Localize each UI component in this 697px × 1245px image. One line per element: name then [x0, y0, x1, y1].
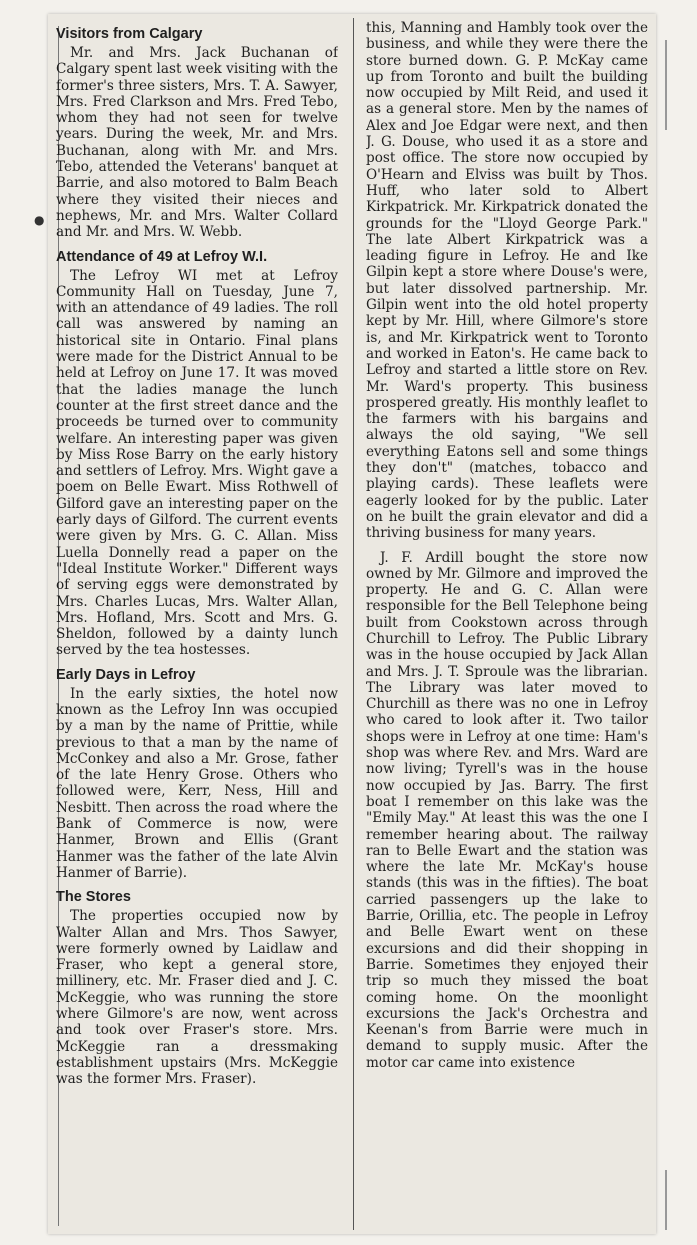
article-paragraph: this, Manning and Hambly took over the business, and while they were there the store burned down. G. P. McKay came up from Toronto and built the building now occupied by Milt Reid, and used it as a general store. Men by the names of Alex and Joe Edgar were next, and then J. G. Douse, who used it as a store and post office. The store now occupied by O'Hearn and Elviss was built by Thos. Huff, who later sold to Albert Kirkpatrick. Mr. Kirkpatrick donated the grounds for the "Lloyd George Park." The late Albert Kirkpatrick was a leading figure in Lefroy. He and Ike Gilpin kept a store where Douse's were, but later dissolved partnership. Mr. Gilpin went into the old hotel property kept by Mr. Hill, where Gilmore's store is, and Mr. Kirkpatrick went to Toronto and worked in Eaton's. He came back to Lefroy and started a little store on Rev. Mr. Ward's property. This business prospered greatly. His monthly leaflet to the farmers with his bargains and always the old saying, "We sell everything Eatons sell and some things they don't" (matches, tobacco and playing cards). These leaflets were eagerly looked for by the public. Later on he built the grain elevator and did a thriving business for many years. [366, 20, 648, 542]
column-divider [353, 18, 354, 1230]
left-column [56, 20, 338, 1228]
scan-edge-mark [665, 1170, 667, 1230]
article-heading: The Stores [56, 889, 131, 906]
newspaper-clipping [48, 14, 656, 1234]
article-heading: Visitors from Calgary [56, 26, 203, 42]
margin-dot-icon: ● [34, 213, 45, 227]
article-paragraph: In the early sixties, the hotel now known as the Lefroy Inn was occupied by a man by the name of Prittie, while previous to that a man by the name of McConkey and also a Mr. Grose, father of the late Henry Grose. Others who followed were, Kerr, Ness, Hill and Nesbitt. Then across the road where the Bank of Commerce is now, were Hanmer, Brown and Ellis (Grant Hanmer was the father of the late Alvin Hanmer of Barrie). [56, 685, 338, 881]
article-visitors-from-calgary [56, 26, 338, 241]
right-column [366, 20, 648, 1228]
article-heading: Attendance of 49 at Lefroy W.I. [56, 248, 268, 265]
article-the-stores [56, 889, 338, 1087]
article-paragraph: The Lefroy WI met at Lefroy Community Hall on Tuesday, June 7, with an attendance of 49 ladies. The roll call was answered by naming an historical site in Ontario. Final plans were made for the District Annual to be held at Lefroy on June 17. It was moved that the ladies manage the lunch counter at the first street dance and the proceeds be turned over to community welfare. An interesting paper was given by Miss Rose Barry on the early history and settlers of Lefroy. Mrs. Wight gave a poem on Belle Ewart. Miss Rothwell of Gilford gave an interesting paper on the early days of Gilford. The current events were given by Mrs. G. C. Allan. Miss Luella Donnelly read a paper on the "Ideal Institute Worker." Different ways of serving eggs were demonstrated by Mrs. Charles Lucas, Mrs. Walter Allan, Mrs. Hofland, Mrs. Scott and Mrs. G. Sheldon, followed by a dainty lunch served by the tea hostesses. [56, 267, 338, 659]
scan-edge-mark [665, 40, 667, 130]
article-attendance-lefroy-wi [56, 249, 338, 659]
article-early-days-in-lefroy [56, 667, 338, 882]
article-paragraph: The properties occupied now by Walter Allan and Mrs. Thos Sawyer, were formerly owned by Laidlaw and Fraser, who kept a general store, millinery, etc. Mr. Fraser died and J. C. McKeggie, who was running the store where Gilmore's are now, went across and took over Fraser's store. Mrs. McKeggie ran a dressmaking establishment upstairs (Mrs. McKeggie was the former Mrs. Fraser). [56, 908, 338, 1088]
article-heading: Early Days in Lefroy [56, 666, 196, 683]
article-the-stores-continued [366, 20, 648, 1071]
article-paragraph: Mr. and Mrs. Jack Buchanan of Calgary spent last week visiting with the former's three sisters, Mrs. T. A. Sawyer, Mrs. Fred Clarkson and Mrs. Fred Tebo, whom they had not seen for twelve years. During the week, Mr. and Mrs. Buchanan, along with Mr. and Mrs. Tebo, attended the Veterans' banquet at Barrie, and also motored to Balm Beach where they visited their nieces and nephews, Mr. and Mrs. Walter Collard and Mr. and Mrs. W. Webb. [56, 45, 338, 241]
article-paragraph: J. F. Ardill bought the store now owned by Mr. Gilmore and improved the property. He and G. C. Allan were responsible for the Bell Telephone being built from Cookstown across through Churchill to Lefroy. The Public Library was in the house occupied by Jack Allan and Mrs. J. T. Sproule was the librarian. The Library was later moved to Churchill as there was no one in Lefroy who cared to look after it. Two tailor shops were in Lefroy at one time: Ham's shop was where Rev. and Mrs. Ward are now living; Tyrell's was in the house now occupied by Jas. Barry. The first boat I remember on this lake was the "Emily May." At least this was the one I remember hearing about. The railway ran to Belle Ewart and the station was where the late Mr. McKay's house stands (this was in the fifties). The boat carried passengers up the lake to Barrie, Orillia, etc. The people in Lefroy and Belle Ewart went on these excursions and did their shopping in Barrie. Sometimes they enjoyed their trip so much they missed the boat coming home. On the moonlight excursions the Jack's Orchestra and Keenan's from Barrie were much in demand to supply music. After the motor car came into existence [366, 549, 648, 1071]
